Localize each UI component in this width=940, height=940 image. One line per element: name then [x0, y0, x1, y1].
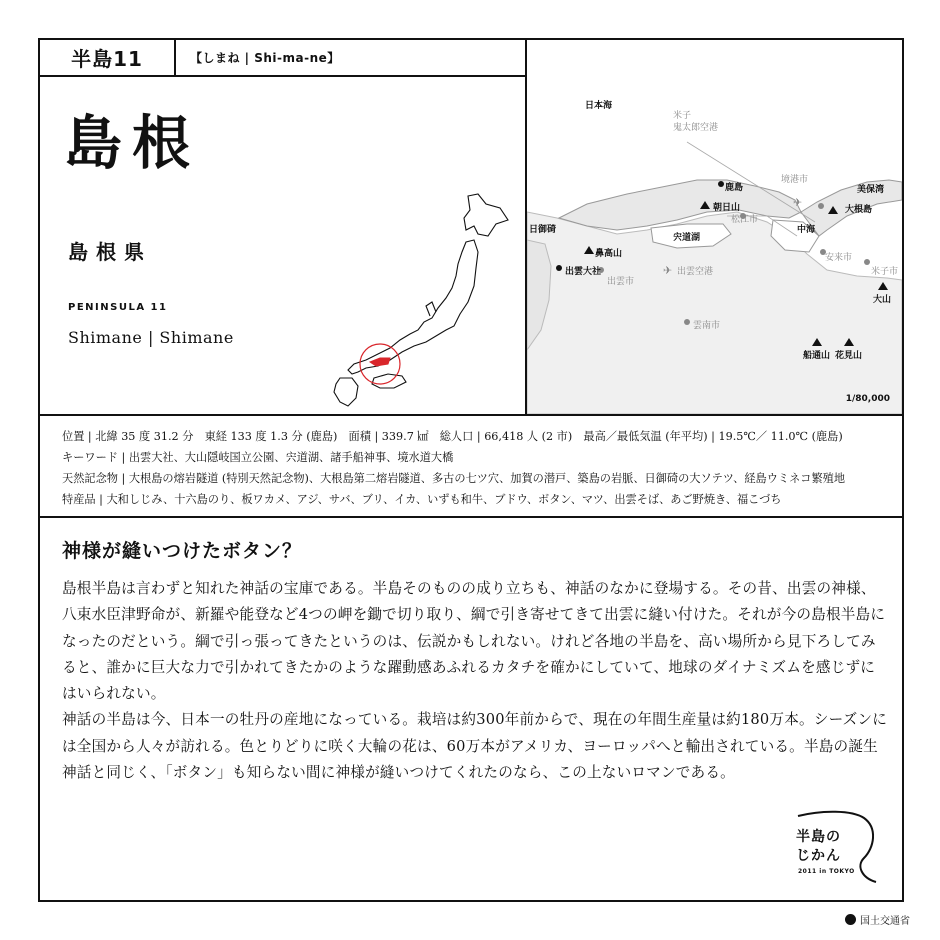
label-sea: 日本海 [585, 101, 613, 111]
label-yonago-city: 米子市 [871, 267, 899, 277]
stats-products: 特産品 | 大和しじみ、十六島のり、板ワカメ、アジ、サバ、ブリ、イカ、いずも和牛、ブドウ、ボタン、マツ、出雲そば、あご野焼き、福こづち [62, 493, 782, 506]
logo-line-1: 半島の [796, 829, 841, 845]
svg-text:✈: ✈ [793, 196, 803, 209]
stats-panel [40, 414, 902, 518]
label-yasugi: 安来市 [825, 253, 853, 263]
logo-line-2: じかん [796, 848, 841, 864]
regional-map [527, 40, 902, 414]
header-row [40, 40, 525, 77]
page-title: 島根 [64, 109, 201, 177]
title-panel [40, 40, 527, 414]
essay-heading: 神様が縫いつけたボタン？ [62, 540, 303, 562]
hanto-no-jikan-logo [792, 808, 882, 888]
label-shinji-lake: 宍道湖 [673, 233, 701, 243]
prefecture-name: 島根県 [68, 240, 152, 264]
peninsula-card [38, 38, 904, 902]
label-hanamiyama: 花見山 [835, 351, 863, 361]
ministry-emblem-icon [845, 914, 856, 925]
label-izumo-taisha: 出雲大社 [565, 267, 602, 277]
peninsula-number-badge: 半島11 [40, 40, 176, 75]
map-scale: 1/80,000 [845, 394, 890, 404]
label-kashima: 鹿島 [725, 183, 744, 193]
label-sentsuzan: 船通山 [803, 351, 831, 361]
label-daikonshima: 大根島 [845, 205, 873, 215]
label-daisen: 大山 [873, 295, 892, 305]
label-unnan: 雲南市 [693, 321, 721, 331]
label-hanatakasan: 鼻高山 [595, 249, 623, 259]
ministry-name: 国土交通省 [860, 916, 910, 927]
label-yonago: 米子 [673, 111, 692, 121]
label-hinomisaki: 日御碕 [529, 225, 557, 235]
essay-paragraph-2: 神話の半島は今、日本一の牡丹の産地になっている。栽培は約300年前からで、現在の年間生産量は約180万本。シーズンには全国から人々が訪れる。色とりどりに咲く大輪の花は、60万本がアメリカ、ヨーロッパへと輸出されている。半島の誕生神話と同じく、「ボタン」も知らない間に神様が縫いつけてくれたのなら、この上ないロマンである。 [62, 711, 888, 782]
label-kitaro-airport: 鬼太郎空港 [673, 123, 719, 133]
ministry-credit [845, 912, 910, 927]
label-sakaiminato: 境港市 [781, 175, 809, 185]
english-kicker: PENINSULA 11 [68, 302, 168, 313]
reading-label: 【しまね | Shi-ma-ne】 [190, 51, 340, 65]
stats-keywords: キーワード | 出雲大社、大山隠岐国立公園、宍道湖、諸手船神事、境水道大橋 [62, 451, 454, 464]
essay-paragraph-1: 島根半島は言わずと知れた神話の宝庫である。半島そのものの成り立ちも、神話のなかに登場する。その昔、出雲の神様、八束水臣津野命が、新羅や能登など4つの岬を鋤で切り取り、綱で引き寄せてきて出雲に縫い付けた。それが今の島根半島になったのだという。綱で引っ張ってきたというのは、伝説かもしれない。けれど各地の半島を、高い場所から見下ろしてみると、誰かに巨大な力で引かれてきたかのような躍動感あふれるカタチを確かにしていて、地球のダイナミズムを感じずにはいられない。 [62, 580, 886, 703]
label-matsue: 松江市 [731, 215, 759, 225]
label-asahi-yama: 朝日山 [713, 203, 741, 213]
english-name: Shimane | Shimane [68, 328, 234, 347]
stats-location: 位置 | 北緯 35 度 31.2 分 東経 133 度 1.3 分 (鹿島) 面積 | 339.7 ㎢ 総人口 | 66,418 人 (2 市) 最高／最低気温 (年平均) | 19.5℃／ 11.0℃ (鹿島) [62, 430, 843, 443]
stats-monuments: 天然記念物 | 大根島の熔岩隧道 (特別天然記念物)、大根島第二熔岩隧道、多古の七ツ穴、加賀の潜戸、築島の岩脈、日御碕の大ソテツ、経島ウミネコ繁殖地 [62, 472, 846, 485]
japan-outline-map [318, 190, 518, 410]
logo-line-3: 2011 in TOKYO [798, 868, 855, 875]
label-izumo-city: 出雲市 [607, 277, 635, 287]
label-miho-bay: 美保湾 [857, 185, 885, 195]
svg-text:✈: ✈ [663, 264, 673, 277]
label-izumo-airport: 出雲空港 [677, 267, 714, 277]
label-nakaumi: 中海 [797, 225, 816, 235]
essay [62, 536, 888, 786]
